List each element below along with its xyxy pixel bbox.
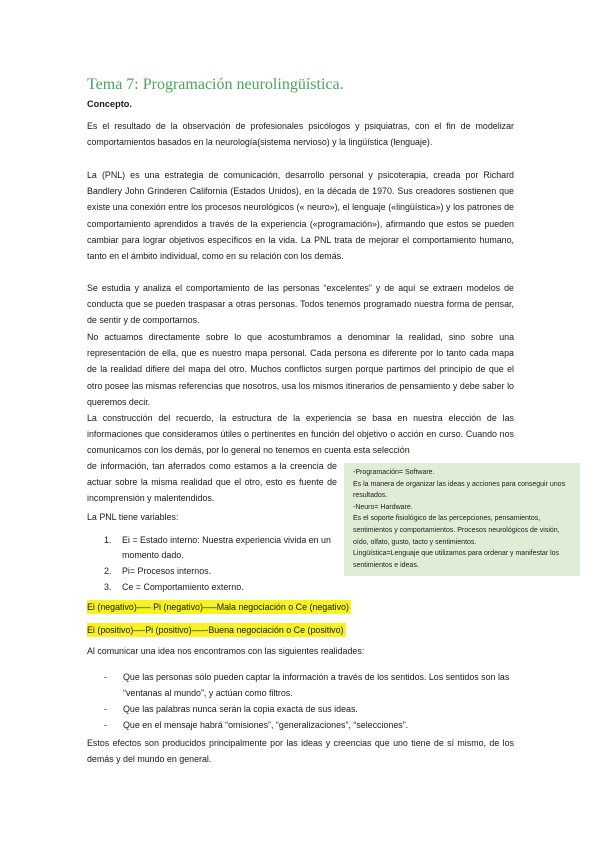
paragraph-memory-continuation: de información, tan aferrados como estamos a la creencia de actuar sobre la misma realidad que el otro, esto es fuente de incomprensión y malentendidos.	[87, 461, 337, 504]
communicate-intro: Al comunicar una idea nos encontramos con las siguientes realidades:	[87, 646, 365, 656]
paragraph-personal-map: No actuamos directamente sobre lo que acostumbramos a denominar la realidad, sino sobre una representación de ella, que es nuestro mapa personal. Cada persona es diferente por lo tanto cada mapa de la realidad difiere del mapa del otro. Muchos conflictos surgen porque partimos del principio de que el otro posee las mismas referencias que nosotros, usa los mismos itinerarios de pensamiento y debe saber lo queremos decir.	[87, 332, 514, 407]
sidebar-note: -Programación= Software. Es la manera de organizar las ideas y acciones para conseguir unos resultados. -Neuro= Hardware. Es el soporte fisiológico de las percepciones, pensamientos, sentimientos y comportamientos. Procesos neurológicos de visión, oído, olfato, gusto, tacto y sentimientos. Lingüística=Lenguaje que utilizamos para ordenar y manifestar los sentimientos e ideas.	[344, 463, 580, 576]
paragraph-excellent-people: Se estudia y analiza el comportamiento de las personas “excelentes” y de aquí se extraen modelos de conducta que se pueden traspasar a otras personas. Todos tenemos programado nuestra forma de pensar, de sentir y de comportarnos.	[87, 283, 514, 326]
highlight-negative: Ei (negativo)—– Pi (negativo)—–Mala negociación o Ce (negativo)	[87, 602, 349, 612]
list-item: - Que en el mensaje habrá “omisiones”, “generalizaciones”, “selecciones”.	[104, 720, 409, 730]
list-item: - Que las personas sólo pueden captar la información a través de los sentidos. Los sentidos son las “ventanas al mundo”, y actúan como filtros.	[104, 672, 510, 698]
paragraph-definition: Es el resultado de la observación de profesionales psicólogos y psiquiatras, con el fin de modelizar comportamientos basados en la neurología(sistema nervioso) y la lingüística (lenguaje).	[87, 121, 514, 148]
list-item: - Que las palabras nunca serán la copia exacta de sus ideas.	[104, 704, 358, 714]
variables-list	[104, 533, 340, 596]
highlight-positive: Ei (positivo)—-Pi (positivo)—–-Buena negociación o Ce (positivo)	[87, 625, 344, 635]
list-item: 1. Ei = Estado interno: Nuestra experiencia vivida en un momento dado.	[104, 535, 331, 560]
page-title: Tema 7: Programación neurolingüística.	[87, 76, 344, 93]
variables-intro: La PNL tiene variables:	[87, 512, 179, 522]
paragraph-pnl-origin: La (PNL) es una estrategia de comunicación, desarrollo personal y psicoterapia, creada por Richard Bandlery John Grinderen California (Estados Unidos), en la década de 1970. Sus creadores sostienen que existe una conexión entre los procesos neurológicos (« neuro»), el lenguaje («lingüística») y los patrones de comportamiento aprendidos a través de la experiencia («programación»), afirmando que estos se pueden cambiar para lograr objetivos específicos en la vida. La PNL trata de mejorar el comportamiento humano, tanto en el ámbito individual, como en su relación con los demás.	[87, 170, 514, 262]
realities-list	[104, 669, 514, 733]
list-item: 3. Ce = Comportamiento externo.	[104, 582, 244, 592]
section-heading: Concepto.	[87, 99, 132, 109]
paragraph-closing: Estos efectos son producidos principalmente por las ideas y creencias que uno tiene de sí mismo, de los demás y del mundo en general.	[87, 738, 514, 765]
paragraph-memory-construction: La construcción del recuerdo, la estructura de la experiencia se basa en nuestra elección de las informaciones que consideramos útiles o pertinentes en función del objetivo o acción en curso. Cuando nos comunicamos con los demás, por lo general no tenemos en cuenta esta selección	[87, 413, 514, 456]
list-item: 2. Pi= Procesos internos.	[104, 566, 212, 576]
